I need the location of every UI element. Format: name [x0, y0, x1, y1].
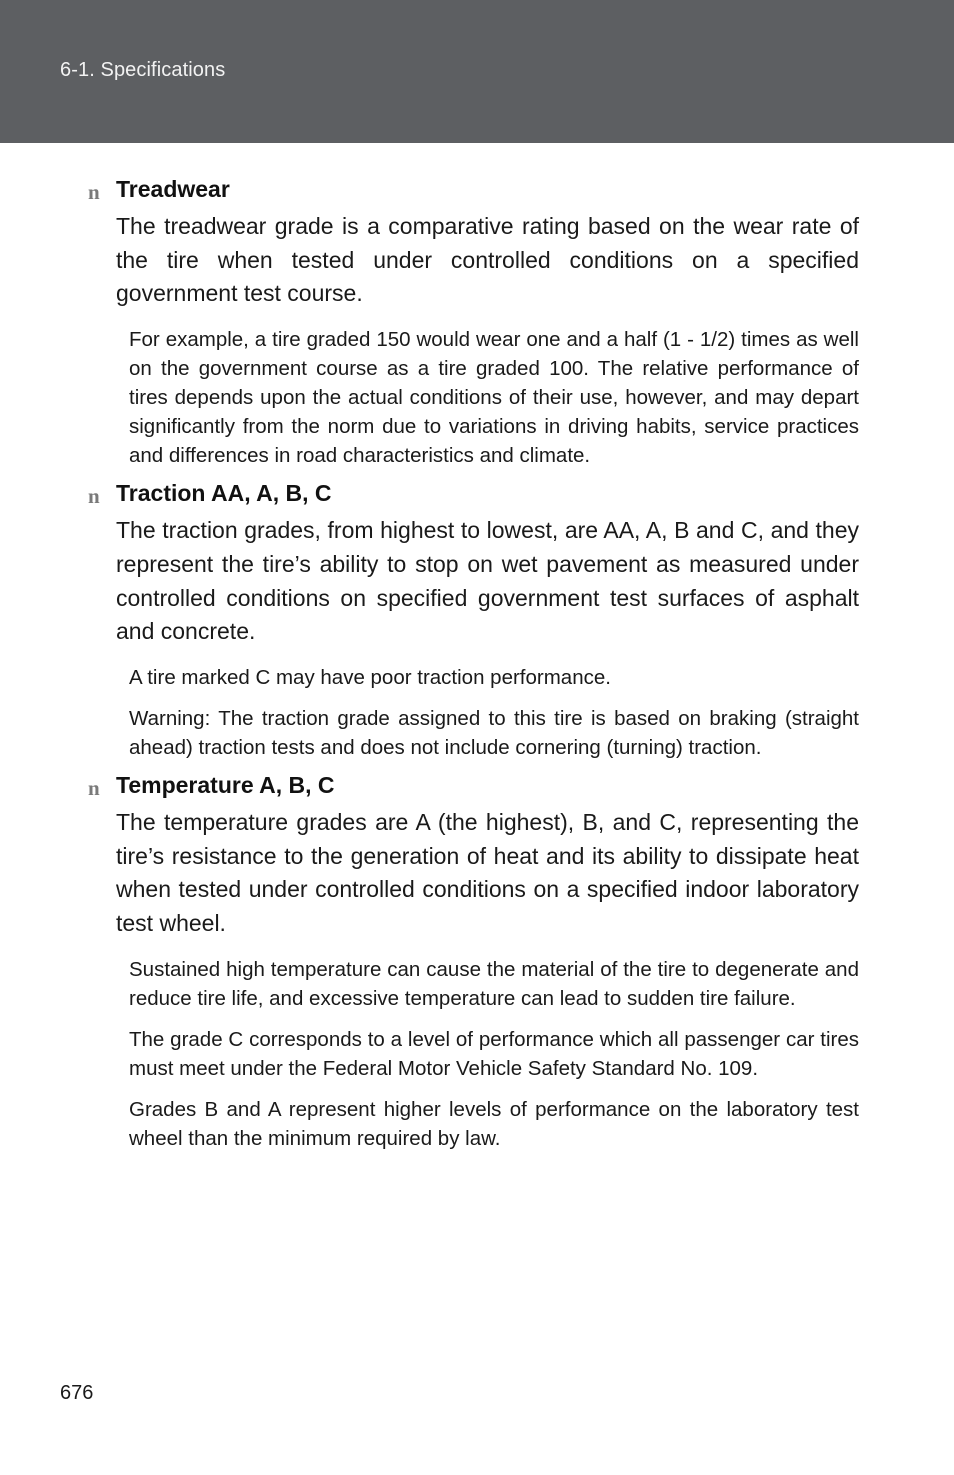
- section-heading: [0, 478, 954, 514]
- section-heading: [0, 770, 954, 806]
- section-title: Traction AA, A, B, C: [116, 480, 332, 507]
- chapter-header-bar: [0, 0, 954, 143]
- section-body: The temperature grades are A (the highest), B, and C, representing the tire’s resistance to the generation of heat and its ability to dissipate heat when tested under controlled conditions on a specified indoor laboratory test wheel.: [116, 808, 859, 937]
- chapter-title: 6-1. Specifications: [60, 59, 226, 81]
- section-body: The treadwear grade is a comparative rating based on the wear rate of the tire when tested under controlled conditions on a specified government test course.: [116, 213, 859, 307]
- section-body: The traction grades, from highest to lowest, are AA, A, B and C, and they represent the tire’s ability to stop on wet pavement as measured under controlled conditions on specified government test surfaces of asphalt and concrete.: [116, 517, 859, 645]
- section-temperature: [0, 770, 954, 1153]
- section-title: Temperature A, B, C: [116, 771, 335, 798]
- section-heading: [0, 174, 954, 210]
- bullet-marker: n: [88, 775, 100, 800]
- section-note: Grades B and A represent higher levels of performance on the laboratory test wheel than the minimum required by law.: [129, 1097, 859, 1150]
- section-note: For example, a tire graded 150 would wear one and a half (1 - 1/2) times as well on the government course as a tire graded 100. The relative performance of tires depends upon the actual conditions of their use, however, and may depart significantly from the norm due to variations in driving habits, service practices and differences in road characteristics and climate.: [129, 328, 859, 468]
- section-title: Treadwear: [116, 176, 230, 202]
- bullet-marker: n: [88, 484, 100, 509]
- bullet-marker: n: [88, 180, 100, 204]
- section-note: Sustained high temperature can cause the material of the tire to degenerate and reduce tire life, and excessive temperature can lead to sudden tire failure.: [129, 957, 859, 1010]
- section-note: Warning: The traction grade assigned to this tire is based on braking (straight ahead) traction tests and does not include cornering (turning) traction.: [129, 706, 859, 759]
- section-note: The grade C corresponds to a level of performance which all passenger car tires must meet under the Federal Motor Vehicle Safety Standard No. 109.: [129, 1027, 859, 1080]
- page-content: [0, 174, 954, 1153]
- page-number: 676: [60, 1382, 94, 1404]
- section-traction: [0, 478, 954, 762]
- section-note: A tire marked C may have poor traction performance.: [129, 665, 611, 689]
- section-treadwear: [0, 174, 954, 470]
